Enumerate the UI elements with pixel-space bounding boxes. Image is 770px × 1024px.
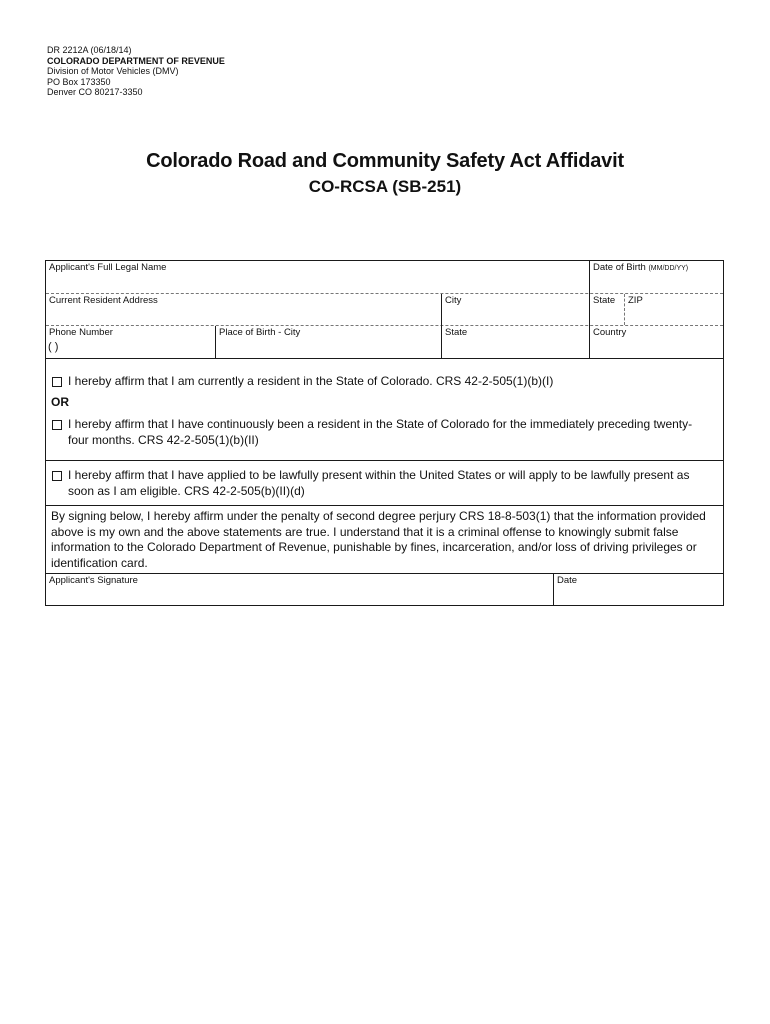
statement-24-month-resident: [68, 417, 708, 448]
date-of-birth-label: Date of Birth: [593, 262, 646, 273]
division-name: Division of Motor Vehicles (DMV): [47, 66, 179, 77]
phone-number-field[interactable]: Phone Number: [49, 327, 113, 338]
checkbox-current-resident[interactable]: [52, 377, 62, 387]
statement-lawful-presence-text: I hereby affirm that I have applied to be lawfully present within the United States or will apply to be lawfully present as soon as I am eligible. CRS 42-2-505(b)(II)(d): [68, 468, 690, 498]
city-zip: Denver CO 80217-3350: [47, 87, 143, 98]
form-number: DR 2212A (06/18/14): [47, 45, 132, 55]
row-divider: [46, 358, 723, 359]
checkbox-24-month-resident[interactable]: [52, 420, 62, 430]
signature-date-field[interactable]: Date: [557, 575, 578, 586]
perjury-statement: By signing below, I hereby affirm under the penalty of second degree perjury CRS 18-8-503(1) that the information provided above is my own and the above statements are true. I understand that it is a criminal offense to knowingly submit false information to the Colorado Department of Revenue, punishable by fines, incarceration, and/or loss of driving privileges or identification card.: [51, 509, 706, 570]
column-divider: [553, 574, 554, 605]
statement-lawful-presence: [68, 468, 708, 499]
agency-header: [47, 45, 225, 98]
place-of-birth-city-field[interactable]: Place of Birth - City: [219, 327, 301, 338]
row-divider: [46, 325, 723, 326]
or-separator: OR: [51, 395, 69, 409]
row-divider: [46, 460, 723, 461]
zip-field[interactable]: ZIP: [628, 295, 643, 306]
current-address-field[interactable]: Current Resident Address: [49, 295, 158, 306]
form-title: Colorado Road and Community Safety Act Affidavit: [146, 150, 624, 172]
statement-24-month-resident-text: I hereby affirm that I have continuously been a resident in the State of Colorado for the immediately preceding twenty-four months. CRS 42-2-505(1)(b)(II): [68, 417, 693, 447]
state-field[interactable]: State: [593, 295, 616, 306]
statement-current-resident-text: I hereby affirm that I am currently a resident in the State of Colorado. CRS 42-2-505(1)(b)(I): [68, 374, 554, 388]
city-field[interactable]: City: [445, 295, 462, 306]
row-divider: [46, 505, 723, 506]
country-field[interactable]: Country: [593, 327, 627, 338]
birth-state-field[interactable]: State: [445, 327, 468, 338]
date-format-hint: (MM/DD/YY): [648, 265, 689, 272]
full-legal-name-field[interactable]: Applicant's Full Legal Name: [49, 262, 167, 273]
column-divider: [589, 261, 590, 358]
department-name: COLORADO DEPARTMENT OF REVENUE: [47, 55, 225, 66]
applicant-signature-field[interactable]: Applicant's Signature: [49, 575, 138, 586]
column-divider: [215, 326, 216, 358]
checkbox-lawful-presence[interactable]: [52, 471, 62, 481]
row-divider: [46, 293, 723, 294]
area-code-parens: ( ): [48, 341, 59, 353]
column-divider: [624, 294, 625, 325]
statement-current-resident: [68, 374, 708, 390]
form-subtitle: CO-RCSA (SB-251): [308, 177, 462, 196]
date-of-birth-field[interactable]: [593, 262, 688, 274]
row-divider: [46, 573, 723, 574]
po-box: PO Box 173350: [47, 76, 111, 87]
column-divider: [441, 294, 442, 358]
